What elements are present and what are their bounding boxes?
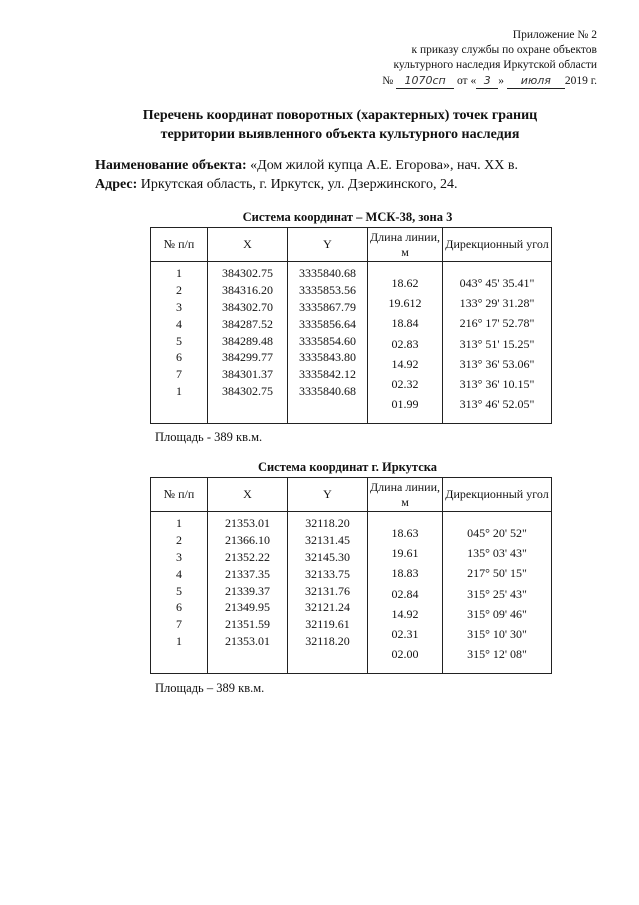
x-value: 21349.95 [225,600,270,615]
x-value: 21351.59 [225,617,270,632]
y-value: 3335842.12 [299,367,356,382]
point-num: 2 [176,282,182,297]
y-value: 3335867.79 [299,299,356,314]
object-name-value: «Дом жилой купца А.Е. Егорова», нач. XX в. [250,158,518,173]
point-num: 7 [176,367,182,382]
appendix-header [382,28,597,89]
x-value: 384302.75 [222,266,273,280]
header-angle: Дирекционный угол [443,478,552,512]
coordinates-table-1 [150,227,552,424]
x-value: 384299.77 [222,350,273,365]
point-num: 6 [176,600,182,615]
appendix-line-2: к приказу службы по охране объектов [411,44,597,56]
point-num: 7 [176,617,182,632]
angle-value: 315° 25' 43" [467,586,527,601]
point-num: 2 [176,532,182,547]
table-1-area: Площадь - 389 кв.м. [155,430,263,444]
angle-value: 045° 20' 52" [467,526,527,540]
object-address-label: Адрес: [95,177,138,192]
x-value: 21352.22 [225,549,270,564]
angle-value: 313° 51' 15.25" [459,336,535,351]
angle-value: 216° 17' 52.78" [459,316,535,331]
length-value: 19.612 [388,296,422,311]
x-value: 384316.20 [222,282,273,297]
angle-value: 133° 29' 31.28" [459,296,535,311]
length-value: 02.31 [391,626,419,641]
y-value: 32118.20 [305,516,350,530]
angle-value: 135° 03' 43" [467,546,527,561]
angle-value: 313° 36' 53.06" [459,356,535,371]
order-line [382,73,597,89]
point-num: 1 [176,384,182,399]
point-num: 5 [176,333,182,348]
point-num: 3 [176,299,182,314]
order-day: 3 [476,73,498,89]
y-value: 32145.30 [305,549,350,564]
point-num: 5 [176,583,182,598]
order-month: июля [507,73,565,89]
order-number: 1070сп [396,73,454,89]
table-1-title: Система координат – МСК-38, зона 3 [242,210,453,224]
x-value: 21337.35 [225,566,270,581]
y-column [288,512,368,674]
header-angle: Дирекционный угол [443,228,552,262]
length-value: 14.92 [391,356,419,371]
header-num: № п/п [151,478,208,512]
points-column [151,262,208,424]
header-x: X [208,478,288,512]
angle-column [443,512,552,674]
y-value: 32121.24 [305,600,350,615]
object-name-row [95,156,615,175]
y-value: 32118.20 [305,634,350,649]
y-value: 32131.76 [305,583,350,598]
length-value: 02.83 [391,336,419,351]
table-2-header-row [151,478,552,512]
angle-value: 315° 09' 46" [467,606,527,621]
order-year: 2019 г. [564,75,597,87]
x-value: 384289.48 [222,333,273,348]
header-length: Длина линии, м [368,228,443,262]
points-column [151,512,208,674]
y-value: 32133.75 [305,566,350,581]
coordinates-table-2 [150,477,552,674]
length-value: 02.32 [391,376,419,391]
point-num: 1 [176,266,182,280]
y-value: 3335843.80 [299,350,356,365]
x-value: 384302.75 [222,384,273,399]
point-num: 6 [176,350,182,365]
table-1-body [151,262,552,424]
header-y: Y [288,478,368,512]
appendix-line-3: культурного наследия Иркутской области [393,59,597,71]
x-value: 21366.10 [225,532,270,547]
table-2-title: Система координат г. Иркутска [257,460,438,474]
object-address-value: Иркутская область, г. Иркутск, ул. Дзержинского, 24. [140,177,458,192]
length-value: 01.99 [391,397,419,412]
y-value: 3335854.60 [299,333,356,348]
table-2-body [151,512,552,674]
y-value: 3335856.64 [299,316,356,331]
length-value: 18.83 [391,566,419,581]
angle-value: 313° 46' 52.05" [459,397,535,412]
x-value: 384287.52 [222,316,273,331]
object-address-row [95,175,615,194]
header-length: Длина линии, м [368,478,443,512]
x-value: 21353.01 [225,516,270,530]
length-column [368,512,443,674]
point-num: 3 [176,549,182,564]
length-value: 18.62 [391,276,419,290]
length-column [368,262,443,424]
y-value: 32131.45 [305,532,350,547]
y-value: 3335840.68 [299,266,356,280]
point-num: 4 [176,316,182,331]
title-line-2: территории выявленного объекта культурного наследия [160,127,520,142]
document-title [60,106,620,144]
angle-value: 043° 45' 35.41" [459,276,535,290]
object-info [95,156,615,194]
length-value: 18.63 [391,526,419,540]
angle-value: 313° 36' 10.15" [459,376,535,391]
x-column [208,262,288,424]
angle-value: 315° 12' 08" [467,647,527,662]
length-value: 02.00 [391,647,419,662]
y-value: 3335840.68 [299,384,356,399]
length-value: 18.84 [391,316,419,331]
angle-value: 315° 10' 30" [467,626,527,641]
x-value: 21353.01 [225,634,270,649]
x-value: 384302.70 [222,299,273,314]
point-num: 4 [176,566,182,581]
header-y: Y [288,228,368,262]
x-value: 21339.37 [225,583,270,598]
title-line-1: Перечень координат поворотных (характерных) точек границ [142,108,538,123]
appendix-line-1: Приложение № 2 [512,29,597,41]
y-value: 3335853.56 [299,282,356,297]
order-no-label: № [382,75,394,87]
length-value: 19.61 [391,546,419,561]
point-num: 1 [176,634,182,649]
table-2-area: Площадь – 389 кв.м. [155,681,265,695]
angle-value: 217° 50' 15" [467,566,527,581]
table-1-header-row [151,228,552,262]
point-num: 1 [176,516,182,530]
angle-column [443,262,552,424]
header-num: № п/п [151,228,208,262]
length-value: 02.84 [391,586,419,601]
x-value: 384301.37 [222,367,273,382]
length-value: 14.92 [391,606,419,621]
order-from-label: от « [456,75,477,87]
x-column [208,512,288,674]
y-column [288,262,368,424]
order-day-close: » [498,75,504,87]
y-value: 32119.61 [305,617,350,632]
object-name-label: Наименование объекта: [95,158,247,173]
header-x: X [208,228,288,262]
